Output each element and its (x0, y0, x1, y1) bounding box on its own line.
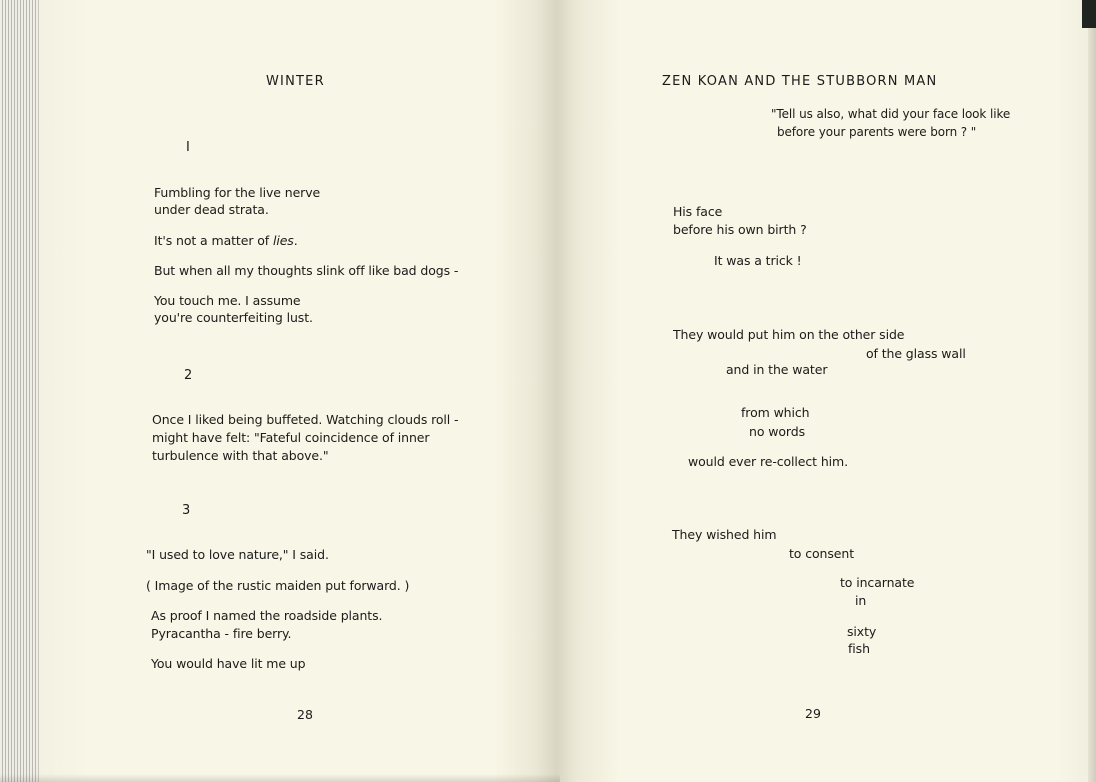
poem-line: They would put him on the other side (673, 327, 905, 342)
scan-background-corner (1082, 0, 1096, 28)
poem-line: Once I liked being buffeted. Watching clouds roll - (152, 412, 459, 427)
right-page-edge (1088, 28, 1096, 782)
poem-line: no words (749, 424, 805, 439)
poem-line: You touch me. I assume (154, 293, 301, 308)
page-edges (0, 0, 40, 782)
poem-line: sixty (847, 624, 877, 639)
poem-line: in (855, 593, 867, 608)
poem-line: of the glass wall (866, 346, 966, 361)
italic-word: lies (272, 233, 294, 248)
page-number-right: 29 (805, 706, 821, 721)
section-number-3: 3 (182, 503, 191, 518)
poem-line: under dead strata. (154, 202, 269, 217)
poem-line: might have felt: "Fateful coincidence of inner (152, 430, 430, 445)
poem-line: Fumbling for the live nerve (154, 185, 321, 200)
section-number-2: 2 (184, 368, 193, 383)
section-number-1: I (186, 140, 190, 155)
poem-line: Pyracantha - fire berry. (151, 626, 292, 641)
poem-line: turbulence with that above." (152, 448, 329, 463)
poem-line: "I used to love nature," I said. (146, 547, 329, 562)
poem-line: fish (848, 641, 870, 656)
poem-line: and in the water (726, 362, 828, 377)
poem-line: would ever re-collect him. (688, 454, 848, 469)
poem-text: It's not a matter of (154, 233, 273, 248)
poem-line: ( Image of the rustic maiden put forward. ) (146, 578, 410, 593)
left-page-title: WINTER (266, 74, 325, 89)
page-bottom-shadow (0, 774, 560, 782)
poem-line: It was a trick ! (714, 253, 802, 268)
epigraph-line: "Tell us also, what did your face look like (771, 107, 1011, 121)
poem-line: you're counterfeiting lust. (154, 310, 313, 325)
poem-line: As proof I named the roadside plants. (151, 608, 383, 623)
poem-line: They wished him (672, 527, 777, 542)
poem-line: You would have lit me up (151, 656, 306, 671)
poem-line: But when all my thoughts slink off like bad dogs - (154, 263, 459, 278)
poem-line: to consent (789, 546, 854, 561)
poem-text: . (293, 233, 298, 248)
poem-line: His face (673, 204, 723, 219)
page-number-left: 28 (297, 707, 313, 722)
poem-line-lies (154, 232, 298, 249)
epigraph-line: before your parents were born ? " (777, 125, 977, 139)
right-page-title: ZEN KOAN AND THE STUBBORN MAN (662, 74, 938, 89)
poem-line: to incarnate (840, 575, 915, 590)
poem-line: before his own birth ? (673, 222, 807, 237)
poem-line: from which (741, 405, 810, 420)
